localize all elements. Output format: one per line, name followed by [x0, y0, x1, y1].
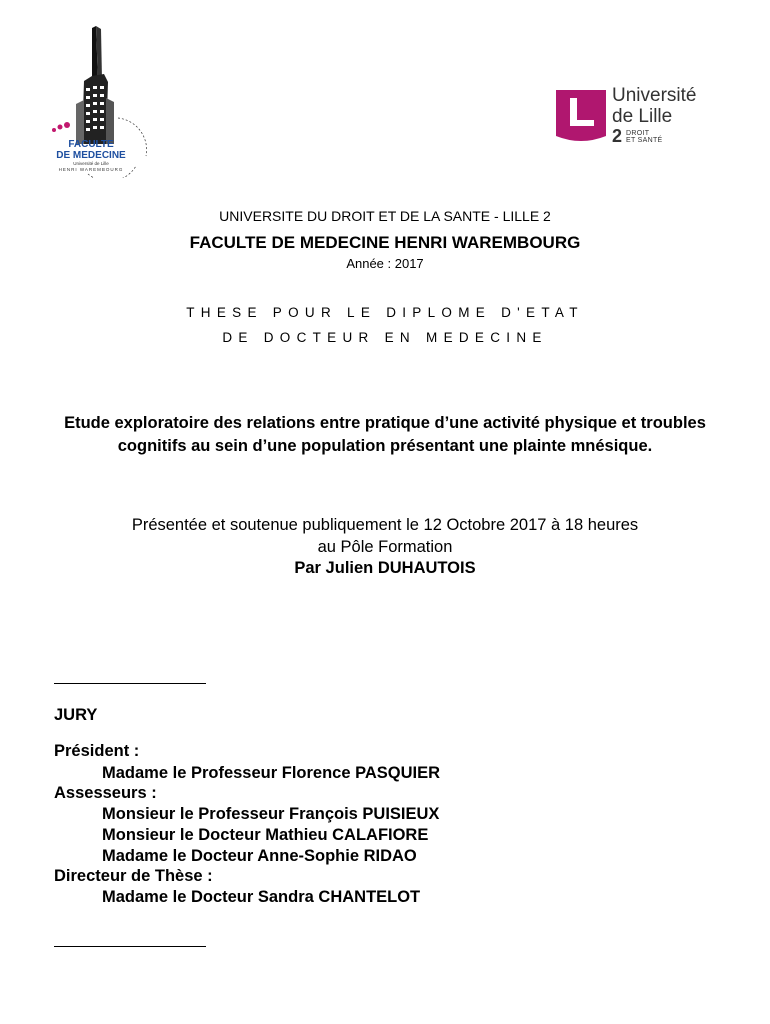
assessor-name: Monsieur le Docteur Mathieu CALAFIORE [102, 826, 429, 844]
university-logo-sub1: DROIT [626, 130, 650, 137]
faculty-logo-ring: HENRI WAREMBOURG [58, 167, 124, 172]
director-label: Directeur de Thèse : [54, 867, 213, 885]
assessor-name: Monsieur le Professeur François PUISIEUX [102, 805, 440, 823]
assessor-name: Madame le Docteur Anne-Sophie RIDAO [102, 847, 417, 865]
director-name: Madame le Docteur Sandra CHANTELOT [102, 888, 421, 906]
thesis-type-line1: THESE POUR LE DIPLOME D'ETAT [186, 305, 584, 320]
university-shield-icon [556, 90, 606, 144]
assessors-label: Assesseurs : [54, 784, 157, 802]
top-divider [54, 683, 206, 684]
jury-heading: JURY [54, 706, 98, 724]
author-name: Par Julien DUHAUTOIS [294, 559, 476, 577]
faculty-logo-line1: FACULTE [68, 139, 114, 150]
university-logo-sub2: ET SANTÉ [626, 137, 663, 144]
university-logo-subtitle [626, 130, 663, 144]
faculty-logo [48, 26, 153, 178]
university-logo-line1: Université [612, 85, 697, 106]
faculty-logo-line3: Université de Lille [73, 161, 109, 166]
bottom-divider [54, 946, 206, 947]
thesis-type-line2: DE DOCTEUR EN MEDECINE [222, 330, 548, 345]
faculty-logo-line2: DE MEDECINE [56, 150, 126, 161]
university-logo-line2: de Lille [612, 106, 673, 127]
defense-location: au Pôle Formation [317, 538, 453, 556]
thesis-title: Etude exploratoire des relations entre pratique d’une activité physique et troubles cognitifs au sein d’une population présentant une plainte mnésique. [64, 414, 706, 455]
university-logo-number: 2 [612, 126, 623, 146]
university-logo [556, 86, 716, 148]
president-name: Madame le Professeur Florence PASQUIER [102, 764, 441, 782]
academic-year: Année : 2017 [346, 256, 424, 271]
faculty-name: FACULTE DE MEDECINE HENRI WAREMBOURG [189, 233, 581, 252]
defense-date: Présentée et soutenue publiquement le 12 Octobre 2017 à 18 heures [131, 516, 639, 534]
president-label: Président : [54, 742, 140, 760]
university-name: UNIVERSITE DU DROIT ET DE LA SANTE - LILLE 2 [219, 208, 551, 224]
